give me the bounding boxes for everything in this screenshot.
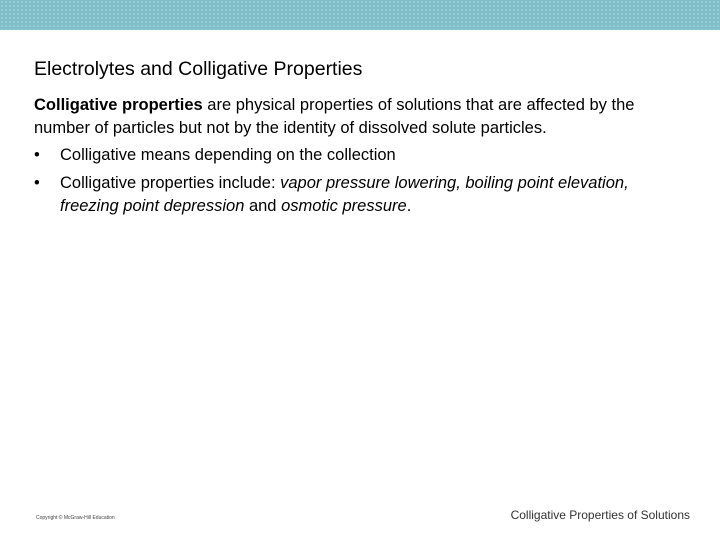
bullet-text-and: and	[244, 197, 282, 215]
bullet-italic-properties: vapor pressure lowering, boiling point elevation, freezing point depression	[60, 174, 629, 215]
bullet-text-lead: Colligative properties include:	[60, 174, 281, 192]
footer-title: Colligative Properties of Solutions	[510, 508, 690, 522]
bullet-marker: •	[34, 146, 40, 164]
bullet-item	[34, 144, 674, 167]
intro-text: are physical properties of solutions that are affected by the number of particles but not by the identity of dissolved solute particles.	[34, 96, 635, 137]
slide-title: Electrolytes and Colligative Properties	[34, 58, 363, 80]
bullet-marker: •	[34, 174, 40, 192]
bullet-item	[34, 172, 674, 218]
bullet-text: Colligative means depending on the collection	[60, 146, 396, 164]
copyright-notice: Copyright © McGraw-Hill Education	[36, 515, 115, 521]
intro-term: Colligative properties	[34, 96, 203, 114]
bullet-italic-osmotic: osmotic pressure	[281, 197, 407, 215]
header-band	[0, 0, 720, 30]
bullet-text-end: .	[406, 197, 412, 215]
intro-paragraph	[34, 94, 694, 140]
bullet-list	[34, 144, 674, 223]
